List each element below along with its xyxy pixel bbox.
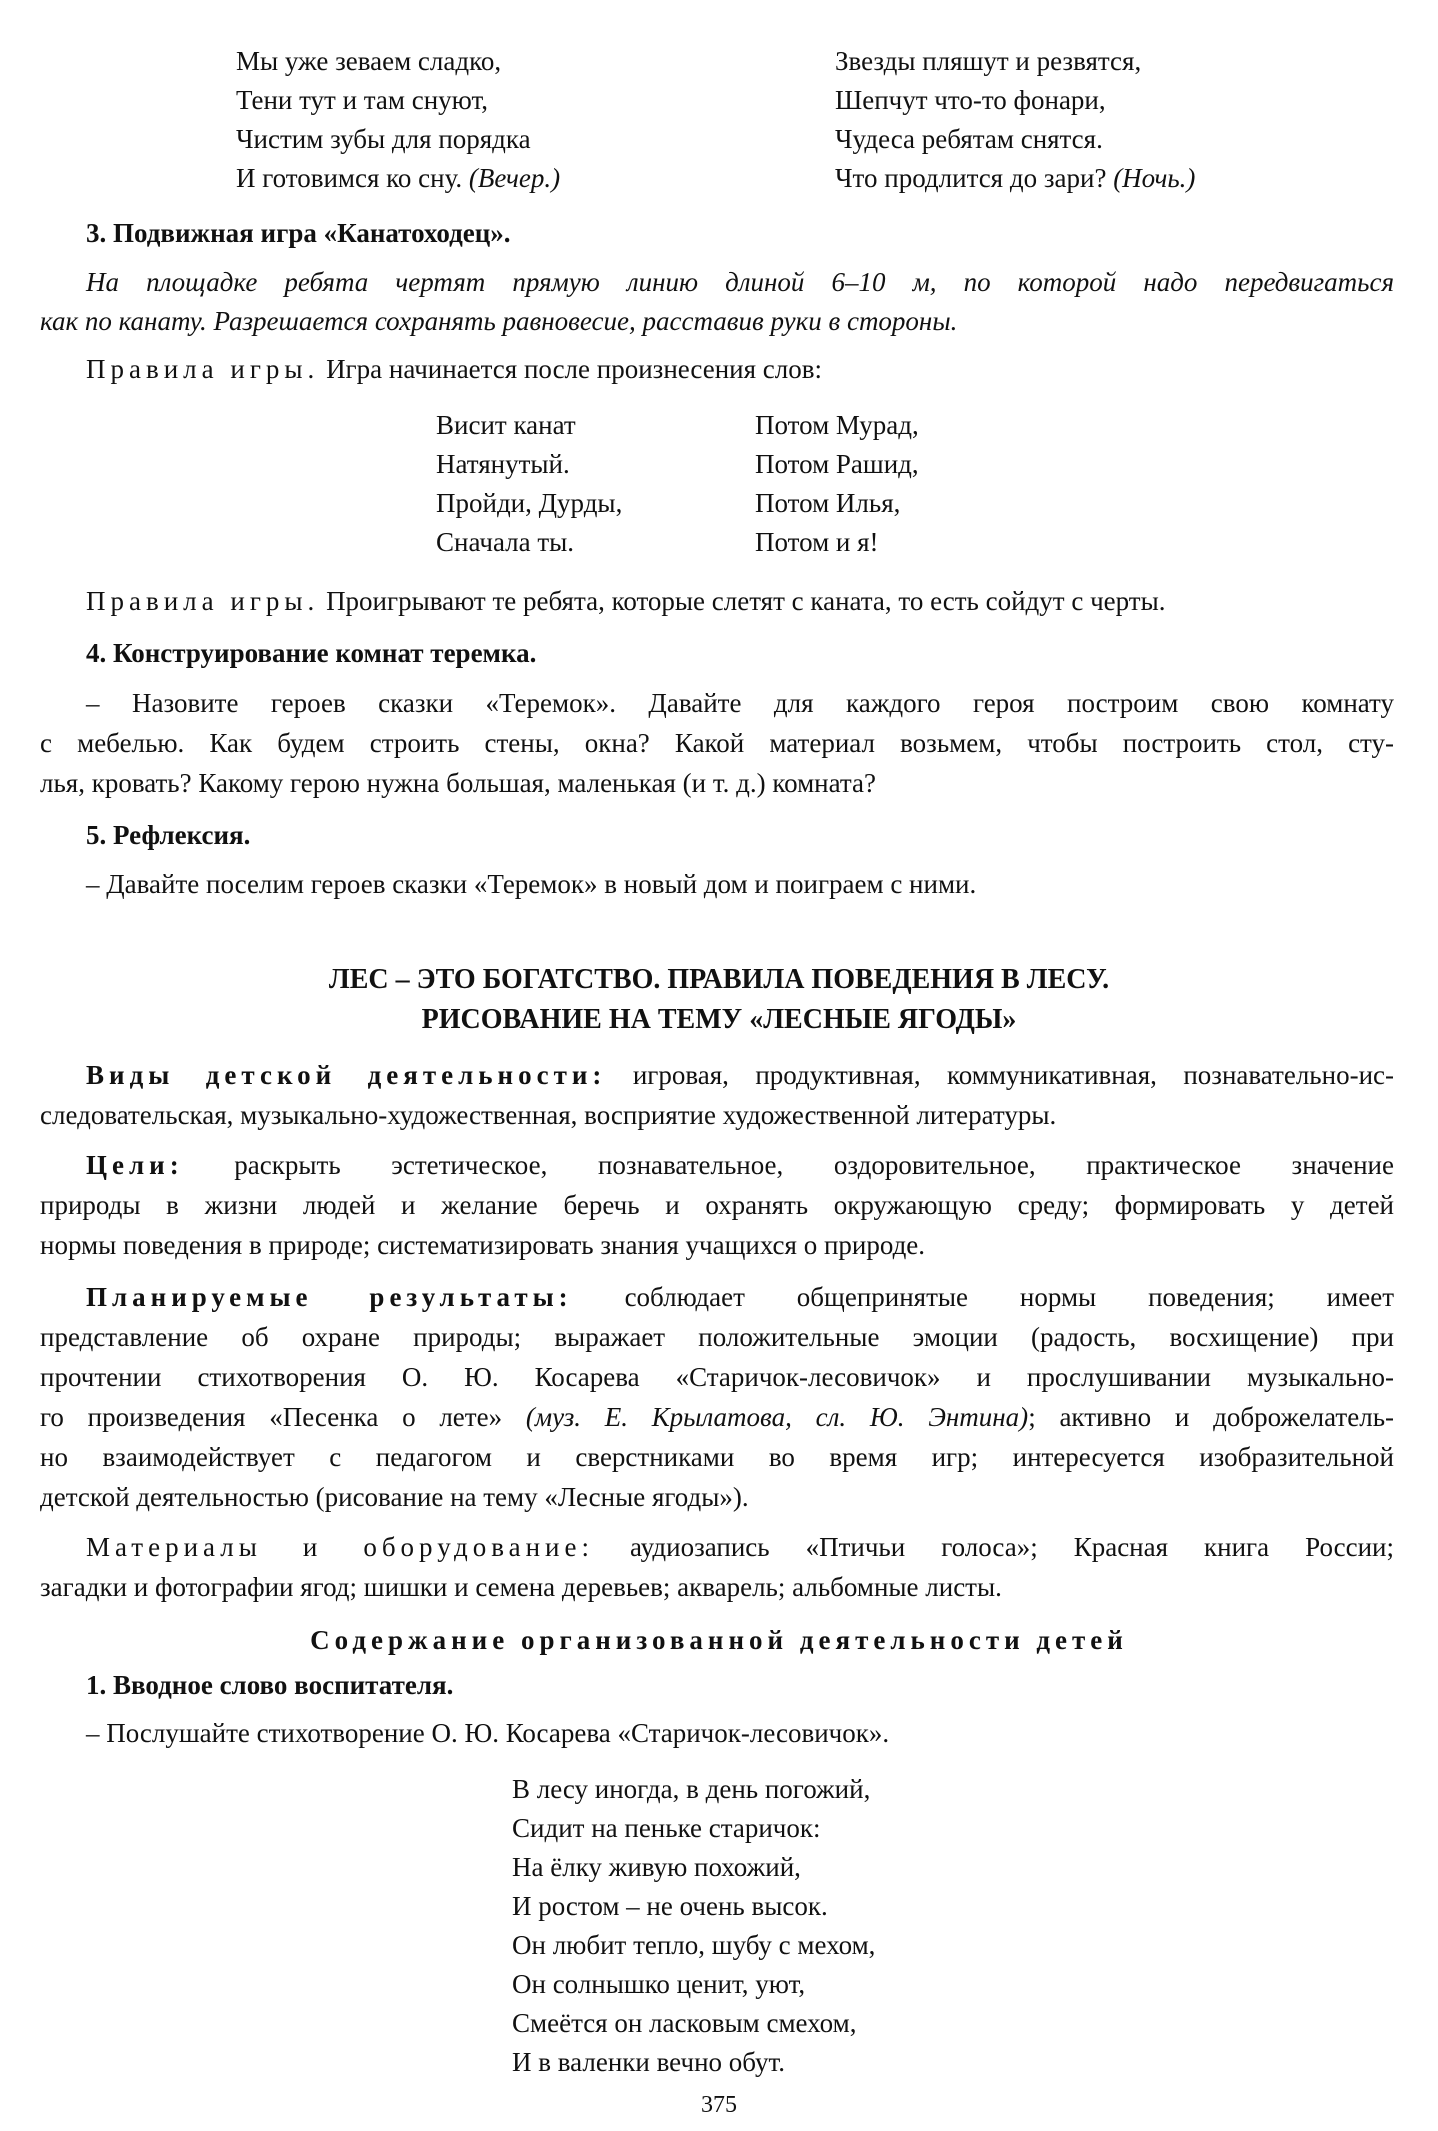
poem-line: Натянутый.: [436, 449, 570, 479]
poem-rope-right: [755, 406, 919, 562]
materials-label: Материалы и оборудование:: [86, 1532, 594, 1562]
poem-line: Мы уже зеваем сладко,: [236, 46, 502, 76]
content-heading: Содержание организованной деятельности детей: [310, 1625, 1128, 1655]
poem-line: Потом Мурад,: [755, 410, 919, 440]
riddle-answer: (Вечер.): [468, 163, 561, 193]
paragraph-line: Цели: раскрыть эстетическое, познавательное, оздоровительное, практическое значение: [86, 1150, 1394, 1180]
rules-paragraph: Правила игры. Проигрывают те ребята, которые слетят с каната, то есть сойдут с черты.: [86, 586, 1166, 616]
paragraph-line: детской деятельностью (рисование на тему «Лесные ягоды»).: [40, 1482, 749, 1512]
poem-line: На ёлку живую похожий,: [512, 1852, 801, 1882]
section-heading: 5. Рефлексия.: [86, 820, 251, 850]
poem-line: Потом Рашид,: [755, 449, 919, 479]
paragraph-line: прочтении стихотворения О. Ю. Косарева «Старичок-лесовичок» и прослушивании музыкально-: [40, 1362, 1394, 1392]
paragraph-line: – Назовите героев сказки «Теремок». Давайте для каждого героя построим свою комнату: [86, 688, 1394, 718]
poem-line: И в валенки вечно обут.: [512, 2047, 785, 2077]
poem-forest: [512, 1770, 875, 2082]
goals-label: Цели:: [86, 1150, 184, 1180]
paragraph-line: загадки и фотографии ягод; шишки и семена деревьев; акварель; альбомные листы.: [40, 1572, 1002, 1602]
poem-line: И ростом – не очень высок.: [512, 1891, 828, 1921]
section-heading: 4. Конструирование комнат теремка.: [86, 638, 537, 668]
poem-line: Чудеса ребятам снятся.: [835, 124, 1103, 154]
paragraph-line: как по канату. Разрешается сохранять равновесие, расставив руки в стороны.: [40, 306, 958, 336]
rules-paragraph: Правила игры. Игра начинается после произнесения слов:: [86, 354, 823, 384]
poem-line: Сидит на пеньке старичок:: [512, 1813, 821, 1843]
poem-line: Звезды пляшут и резвятся,: [835, 46, 1142, 76]
paragraph-line: природы в жизни людей и желание беречь и охранять окружающую среду; формировать у детей: [40, 1190, 1394, 1220]
paragraph-line: нормы поведения в природе; систематизировать знания учащихся о природе.: [40, 1230, 926, 1260]
poem-line: В лесу иногда, в день погожий,: [512, 1774, 871, 1804]
poem-line: Чистим зубы для порядка: [236, 124, 531, 154]
poem-line: Что продлится до зари? (Ночь.): [835, 163, 1196, 193]
rules-label: Правила игры.: [86, 586, 320, 616]
poem-line: Сначала ты.: [436, 527, 575, 557]
results-label: Планируемые результаты:: [86, 1282, 573, 1312]
paragraph-line: лья, кровать? Какому герою нужна большая, маленькая (и т. д.) комната?: [40, 768, 877, 798]
poem-rope-left: [436, 406, 622, 562]
poem-evening: [236, 42, 560, 198]
paragraph-line: Виды детской деятельности: игровая, продуктивная, коммуникативная, познавательно-ис-: [86, 1060, 1394, 1090]
poem-line: Потом и я!: [755, 527, 879, 557]
poem-line: Висит канат: [436, 410, 576, 440]
paragraph-line: На площадке ребята чертят прямую линию длиной 6–10 м, по которой надо передвигаться: [86, 267, 1394, 297]
paragraph-line: – Давайте поселим героев сказки «Теремок» в новый дом и поиграем с ними.: [86, 869, 977, 899]
paragraph-line: но взаимодействует с педагогом и сверстниками во время игр; интересуется изобразительной: [40, 1442, 1394, 1472]
poem-line: Пройди, Дурды,: [436, 488, 623, 518]
paragraph-line: – Послушайте стихотворение О. Ю. Косарева «Старичок-лесовичок».: [86, 1718, 890, 1748]
kinds-label: Виды детской деятельности:: [86, 1060, 607, 1090]
paragraph-line: го произведения «Песенка о лете» (муз. Е. Крылатова, сл. Ю. Энтина); активно и доброжелатель-: [40, 1402, 1394, 1432]
section-heading: 1. Вводное слово воспитателя.: [86, 1670, 454, 1700]
poem-line: Шепчут что-то фонари,: [835, 85, 1106, 115]
poem-line: Смеётся он ласковым смехом,: [512, 2008, 857, 2038]
riddle-answer: (Ночь.): [1113, 163, 1196, 193]
poem-night: [835, 42, 1195, 198]
lesson-title-line-1: ЛЕС – ЭТО БОГАТСТВО. ПРАВИЛА ПОВЕДЕНИЯ В ЛЕСУ.: [328, 964, 1110, 995]
paragraph-line: представление об охране природы; выражает положительные эмоции (радость, восхищение) при: [40, 1322, 1394, 1352]
poem-line: И готовимся ко сну. (Вечер.): [236, 163, 561, 193]
section-heading: 3. Подвижная игра «Канатоходец».: [86, 218, 511, 248]
page-number: 375: [701, 2092, 737, 2118]
paragraph-line: с мебелью. Как будем строить стены, окна? Какой материал возьмем, чтобы построить стол, сту-: [40, 728, 1394, 758]
paragraph-line: Материалы и оборудование: аудиозапись «Птичьи голоса»; Красная книга России;: [86, 1532, 1394, 1562]
poem-line: Он солнышко ценит, уют,: [512, 1969, 806, 1999]
poem-line: Потом Илья,: [755, 488, 901, 518]
paragraph-line: Планируемые результаты: соблюдает общепринятые нормы поведения; имеет: [86, 1282, 1394, 1312]
music-credits: (муз. Е. Крылатова, сл. Ю. Энтина): [525, 1402, 1029, 1432]
paragraph-line: следовательская, музыкально-художественная, восприятие художественной литературы.: [40, 1100, 1057, 1130]
poem-line: Он любит тепло, шубу с мехом,: [512, 1930, 876, 1960]
lesson-title-line-2: РИСОВАНИЕ НА ТЕМУ «ЛЕСНЫЕ ЯГОДЫ»: [421, 1004, 1017, 1035]
poem-line: Тени тут и там снуют,: [236, 85, 489, 115]
rules-label: Правила игры.: [86, 354, 320, 384]
